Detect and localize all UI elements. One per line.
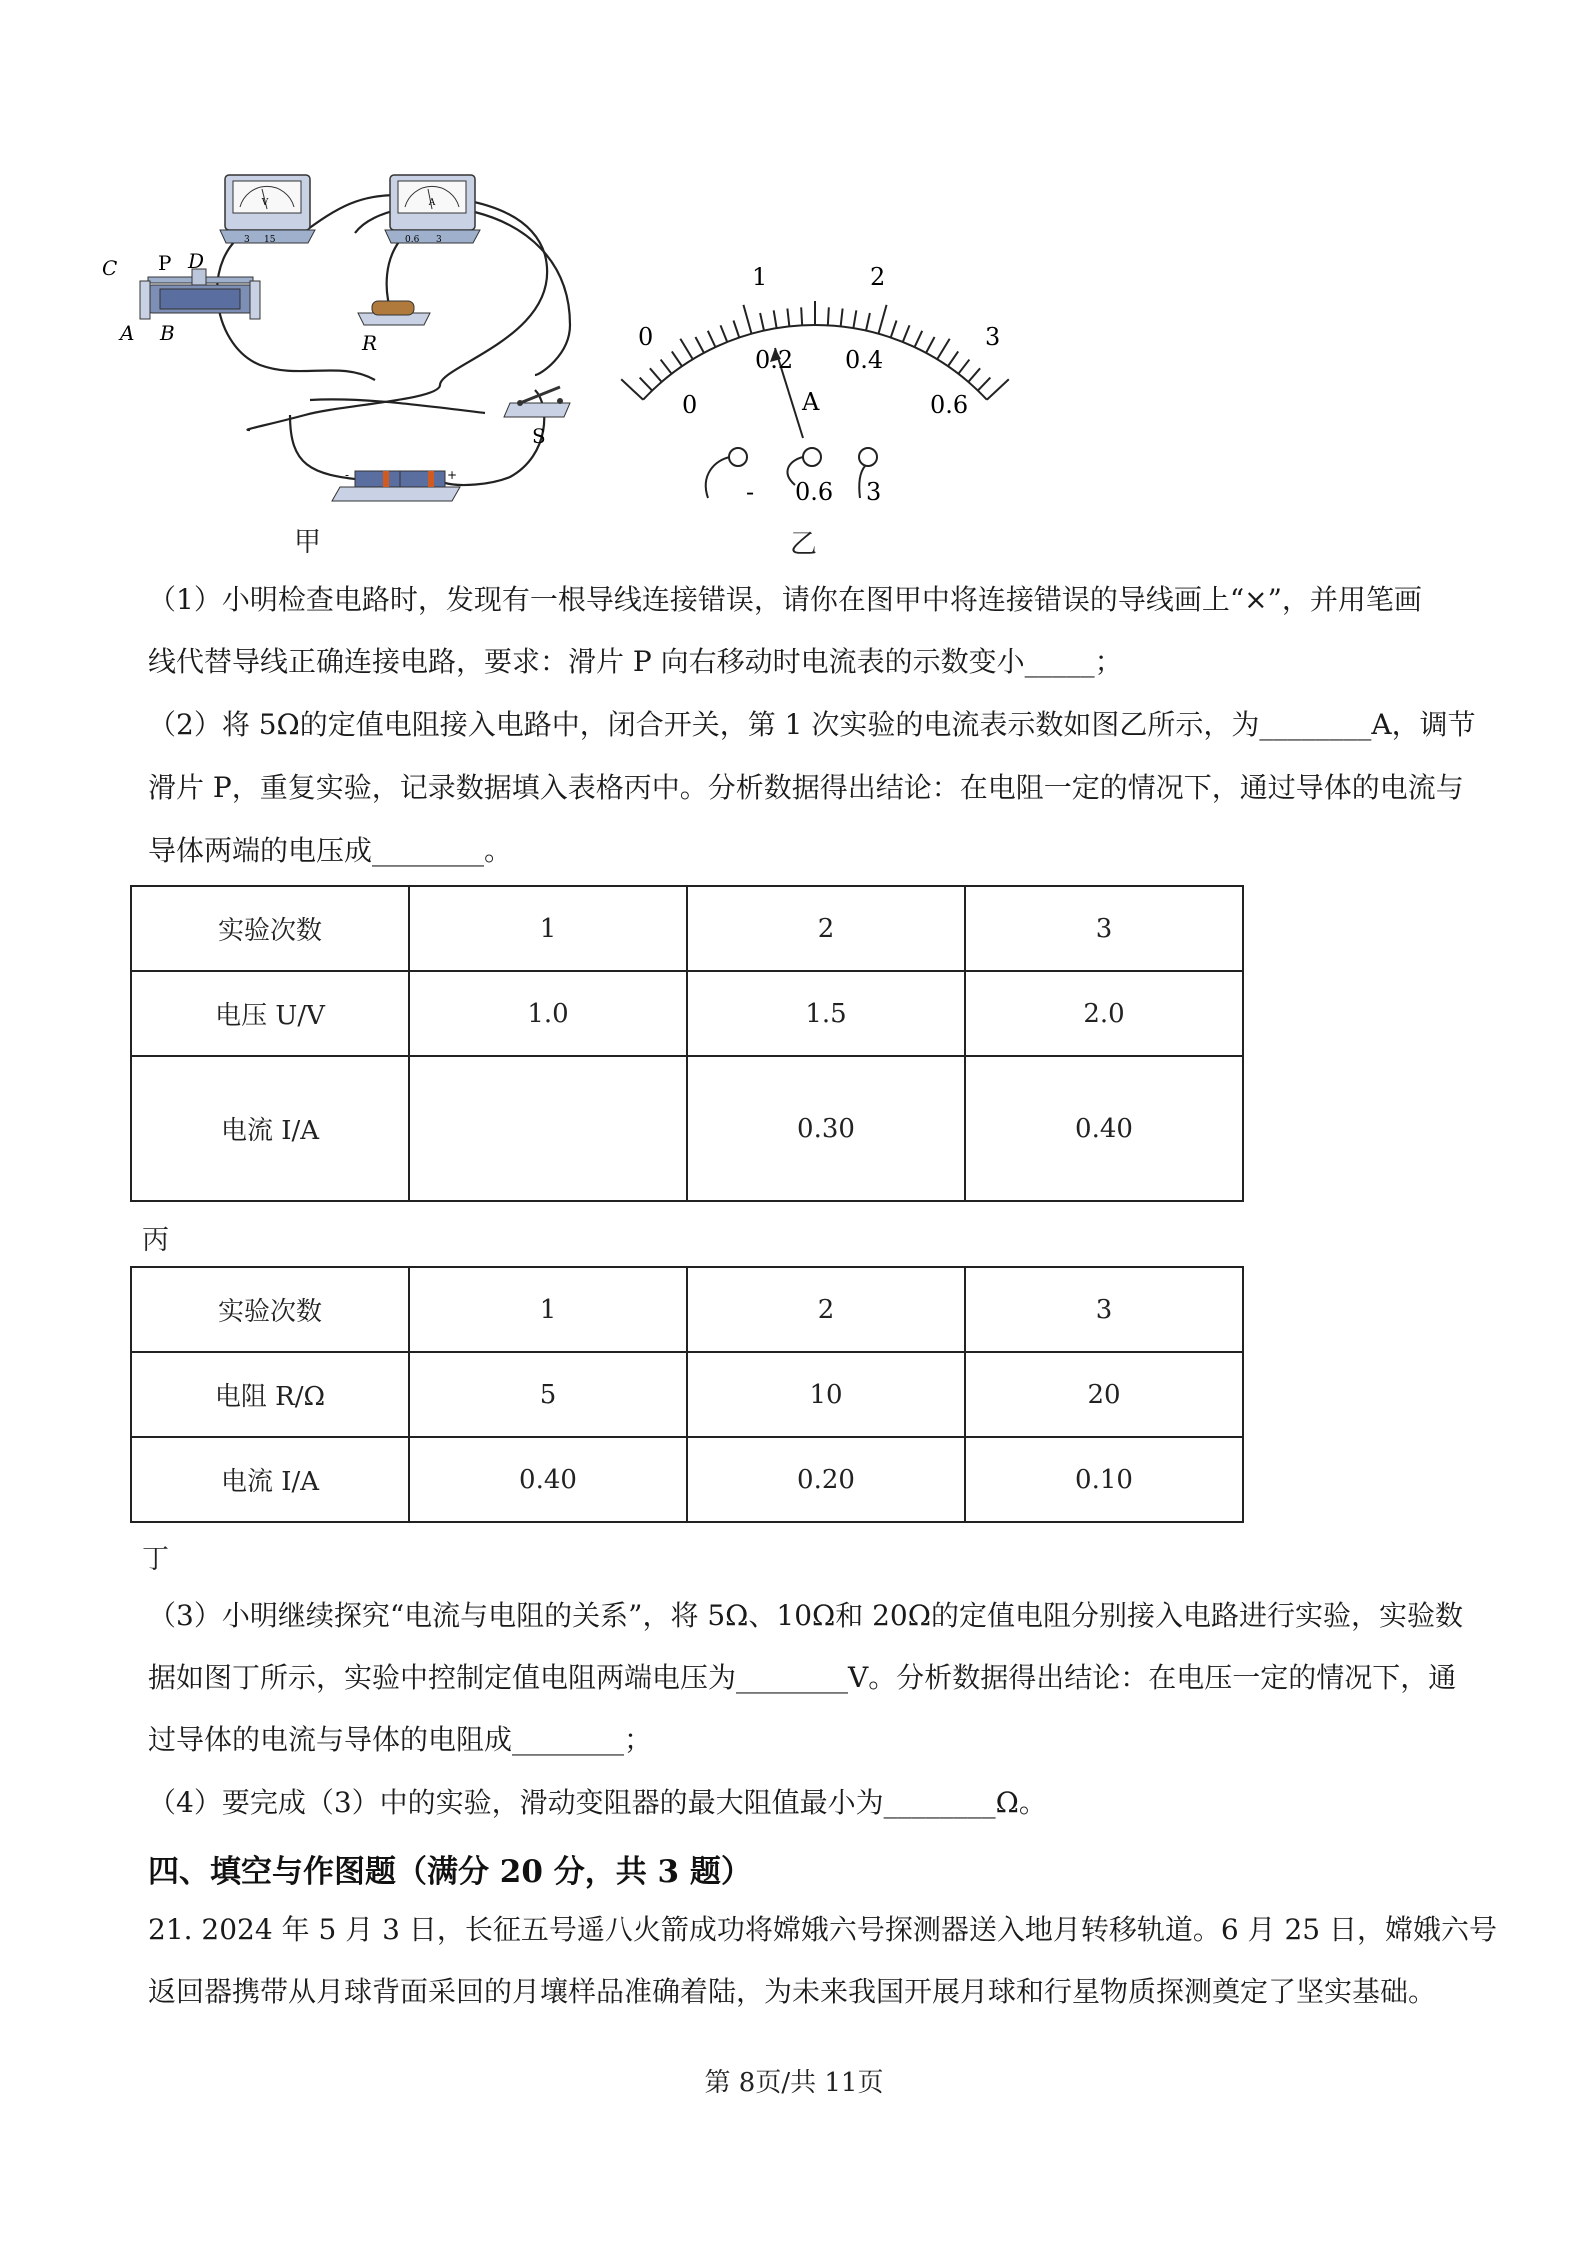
ammeter-icon [385, 175, 480, 245]
q1-line1: （1）小明检查电路时，发现有一根导线连接错误，请你在图甲中将连接错误的导线画上“×”，并用笔画 [148, 583, 1422, 616]
table-bing-cell: 1.5 [687, 971, 965, 1056]
meter-top-2: 2 [870, 263, 886, 291]
label-b: B [160, 321, 175, 345]
meter-tick [853, 310, 856, 328]
q3-line3: 过导体的电流与导体的电阻成________； [148, 1723, 653, 1756]
table-bing-cell: 0.40 [965, 1056, 1243, 1201]
meter-tick [937, 339, 949, 359]
meter-bottom-0: 0 [682, 391, 698, 419]
meter-tick [695, 337, 704, 353]
meter-tick [801, 307, 802, 325]
table-ding-cell: 电阻 R/Ω [131, 1352, 409, 1437]
table-bing-cell: 0.30 [687, 1056, 965, 1201]
table-bing-cell: 3 [965, 886, 1243, 971]
meter-tick [915, 331, 923, 347]
label-c: C [102, 256, 118, 280]
table-ding-cell: 2 [687, 1267, 965, 1352]
table-bing-cell: 1.0 [409, 971, 687, 1056]
meter-bottom-02: 0.2 [755, 346, 794, 374]
battery-icon [332, 468, 460, 501]
svg-text:+: + [447, 468, 458, 482]
label-s: S [532, 424, 546, 448]
meter-tick [650, 368, 662, 382]
q3-line2: 据如图丁所示，实验中控制定值电阻两端电压为________V。分析数据得出结论：在电压一定的情况下，通 [148, 1661, 1457, 1694]
svg-text:A: A [428, 198, 436, 208]
table-ding [130, 1266, 1244, 1523]
svg-text:3: 3 [436, 235, 442, 245]
meter-top-0: 0 [638, 323, 654, 351]
table-ding-cell: 5 [409, 1352, 687, 1437]
meter-tick [978, 378, 990, 391]
meter-tick [774, 310, 777, 328]
q2-line3: 导体两端的电压成________。 [148, 834, 513, 867]
q21-line2: 返回器携带从月球背面采回的月壤样品准确着陆，为未来我国开展月球和行星物质探测奠定了坚实基础。 [148, 1975, 1437, 2008]
q1-line2: 线代替导线正确连接电路，要求：滑片 P 向右移动时电流表的示数变小_____； [148, 645, 1123, 678]
meter-tick [621, 379, 643, 399]
meter-tick [948, 351, 958, 366]
label-d: D [188, 249, 205, 273]
terminal-neg: - [746, 478, 755, 506]
meter-top-3: 3 [985, 323, 1001, 351]
q2-line2: 滑片 P，重复实验，记录数据填入表格丙中。分析数据得出结论：在电阻一定的情况下，通过导体的电流与 [148, 771, 1464, 804]
table-bing [130, 885, 1244, 1202]
label-r: R [362, 331, 378, 355]
table-bing-cell: 2.0 [965, 971, 1243, 1056]
meter-unit: A [802, 388, 820, 416]
meter-tick [787, 309, 789, 327]
meter-tick [708, 331, 716, 347]
table-ding-cell: 3 [965, 1267, 1243, 1352]
meter-tick [760, 313, 764, 331]
svg-text:0.6: 0.6 [405, 235, 420, 245]
voltmeter-icon [220, 175, 315, 245]
rheostat-icon [140, 269, 260, 319]
meter-tick [828, 307, 829, 325]
q2-line1: （2）将 5Ω的定值电阻接入电路中，闭合开关，第 1 次实验的电流表示数如图乙所示，为________A，调节 [148, 708, 1476, 741]
svg-text:3: 3 [244, 235, 250, 245]
svg-text:15: 15 [264, 235, 276, 245]
meter-tick [733, 320, 739, 337]
svg-text:-: - [345, 468, 350, 482]
table-ding-caption: 丁 [142, 1544, 169, 1575]
circuit-figure [102, 165, 600, 515]
section-heading: 四、填空与作图题（满分 20 分，共 3 题） [148, 1854, 752, 1890]
meter-tick [987, 379, 1009, 399]
table-ding-cell: 10 [687, 1352, 965, 1437]
label-p: P [158, 251, 172, 275]
table-ding-cell: 实验次数 [131, 1267, 409, 1352]
figure-label-yi: 乙 [790, 529, 817, 560]
label-a: A [120, 321, 135, 345]
table-bing-cell: 实验次数 [131, 886, 409, 971]
meter-tick [903, 325, 910, 342]
terminal-3: 3 [866, 478, 882, 506]
meter-top-1: 1 [752, 263, 768, 291]
meter-tick [680, 339, 692, 359]
table-bing-cell: 1 [409, 886, 687, 971]
table-ding-cell: 1 [409, 1267, 687, 1352]
meter-tick [841, 309, 843, 327]
figure-label-jia: 甲 [294, 527, 321, 558]
meter-tick [640, 378, 652, 391]
meter-tick [672, 351, 682, 366]
ammeter-dial-figure [620, 260, 1020, 520]
svg-text:V: V [261, 198, 269, 208]
table-ding-cell: 0.20 [687, 1437, 965, 1522]
meter-bottom-04: 0.4 [845, 346, 884, 374]
meter-tick [958, 360, 969, 374]
meter-tick [866, 313, 870, 331]
meter-tick [926, 337, 935, 353]
meter-tick [661, 360, 672, 374]
q4-line1: （4）要完成（3）中的实验，滑动变阻器的最大阻值最小为________Ω。 [148, 1786, 1047, 1819]
page-footer: 第 8页/共 11页 [704, 2068, 884, 2098]
table-bing-cell: 电压 U/V [131, 971, 409, 1056]
q21-line1: 21. 2024 年 5 月 3 日，长征五号遥八火箭成功将嫦娥六号探测器送入地月转移轨道。6 月 25 日，嫦娥六号 [148, 1913, 1497, 1946]
meter-tick [878, 305, 886, 334]
meter-tick [968, 368, 980, 382]
table-bing-caption: 丙 [142, 1225, 169, 1256]
table-bing-cell [409, 1056, 687, 1201]
terminal-06: 0.6 [795, 478, 834, 506]
table-bing-cell: 2 [687, 886, 965, 971]
table-ding-cell: 电流 I/A [131, 1437, 409, 1522]
meter-bottom-06: 0.6 [930, 391, 969, 419]
table-ding-cell: 20 [965, 1352, 1243, 1437]
table-ding-cell: 0.10 [965, 1437, 1243, 1522]
resistor-icon [358, 301, 430, 325]
table-ding-cell: 0.40 [409, 1437, 687, 1522]
meter-tick [720, 325, 727, 342]
meter-tick [891, 320, 897, 337]
q3-line1: （3）小明继续探究“电流与电阻的关系”，将 5Ω、10Ω和 20Ω的定值电阻分别接入电路进行实验，实验数 [148, 1599, 1463, 1632]
table-bing-cell: 电流 I/A [131, 1056, 409, 1201]
meter-tick [743, 305, 751, 334]
